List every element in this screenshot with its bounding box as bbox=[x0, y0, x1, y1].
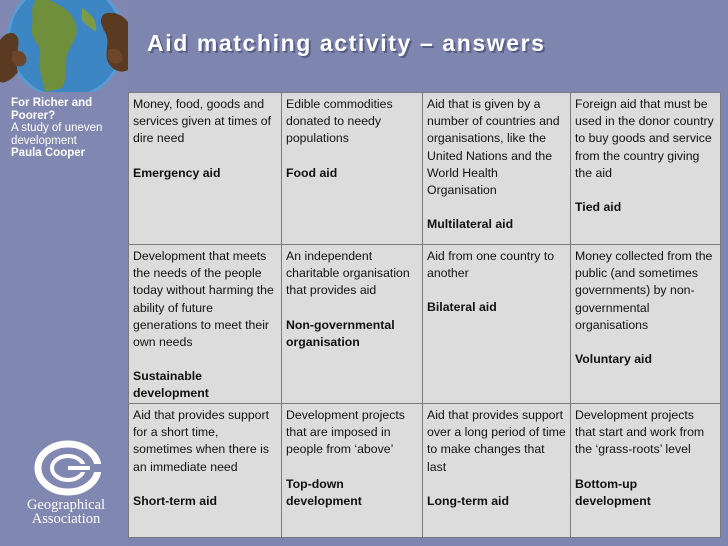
cell-term: Tied aid bbox=[575, 200, 622, 215]
book-title: For Richer and Poorer? bbox=[11, 97, 93, 122]
book-subtitle-line-1: A study of uneven bbox=[11, 122, 103, 134]
cell-term: Bottom-up development bbox=[575, 476, 651, 508]
cell-term: Emergency aid bbox=[133, 165, 221, 180]
cell-description: Money collected from the public (and sometimes governments) by non-governmental organisations bbox=[575, 249, 713, 332]
table-cell bbox=[129, 93, 282, 245]
table-cell bbox=[282, 93, 423, 245]
logo-name-line-1: Geographical bbox=[26, 497, 106, 513]
cell-description: Aid that provides support for a short time, sometimes when there is an immediate need bbox=[133, 408, 270, 474]
logo-name-line-2: Association bbox=[31, 511, 101, 527]
cell-description: Money, food, goods and services given at times of dire need bbox=[133, 97, 272, 146]
answers-table bbox=[128, 92, 721, 538]
table-cell bbox=[423, 404, 571, 538]
cell-description: Foreign aid that must be used in the donor country to buy goods and service from the country giving the aid bbox=[575, 97, 714, 180]
ga-emblem-icon bbox=[8, 440, 124, 498]
cell-description: Development that meets the needs of the people today without harming the ability of future generations to meet their own needs bbox=[133, 249, 274, 350]
sidebar bbox=[0, 0, 128, 546]
cell-term: Short-term aid bbox=[133, 493, 218, 508]
table-row bbox=[129, 404, 721, 538]
cell-term: Multilateral aid bbox=[427, 217, 514, 232]
cell-description: Development projects that start and work from the ‘grass-roots’ level bbox=[575, 408, 705, 457]
table-cell bbox=[129, 245, 282, 404]
cell-description: Aid from one country to another bbox=[427, 249, 555, 281]
book-title-block bbox=[11, 97, 126, 160]
table-cell bbox=[571, 404, 721, 538]
cell-term: Voluntary aid bbox=[575, 352, 652, 367]
geographical-association-logo bbox=[8, 440, 124, 530]
cell-description: Edible commodities donated to needy populations bbox=[286, 97, 393, 146]
slide-title: Aid matching activity – answers bbox=[147, 30, 546, 56]
book-subtitle-line-2: development bbox=[11, 134, 77, 147]
table-cell bbox=[423, 93, 571, 245]
book-author: Paula Cooper bbox=[11, 147, 86, 159]
table-cell bbox=[282, 245, 423, 404]
cell-term: Top-down development bbox=[286, 476, 362, 508]
cell-term: Non-governmental organisation bbox=[286, 317, 395, 349]
cell-description: Aid that provides support over a long period of time to make changes that last bbox=[427, 408, 566, 474]
cell-description: Aid that is given by a number of countries and organisations, like the United Nations and the World Health Organisation bbox=[427, 97, 560, 198]
table-cell bbox=[282, 404, 423, 538]
table-cell bbox=[571, 245, 721, 404]
globe-photo bbox=[0, 0, 128, 92]
cell-description: Development projects that are imposed in people from ‘above’ bbox=[286, 408, 405, 457]
table-row bbox=[129, 93, 721, 245]
cell-description: An independent charitable organisation that provides aid bbox=[286, 249, 410, 298]
cell-term: Sustainable development bbox=[133, 369, 209, 401]
table-cell bbox=[129, 404, 282, 538]
cell-term: Food aid bbox=[286, 165, 338, 180]
cell-term: Bilateral aid bbox=[427, 300, 497, 315]
globe-image-icon bbox=[0, 0, 128, 92]
table-row bbox=[129, 245, 721, 404]
table-cell bbox=[423, 245, 571, 404]
table-cell bbox=[571, 93, 721, 245]
cell-term: Long-term aid bbox=[427, 493, 509, 508]
